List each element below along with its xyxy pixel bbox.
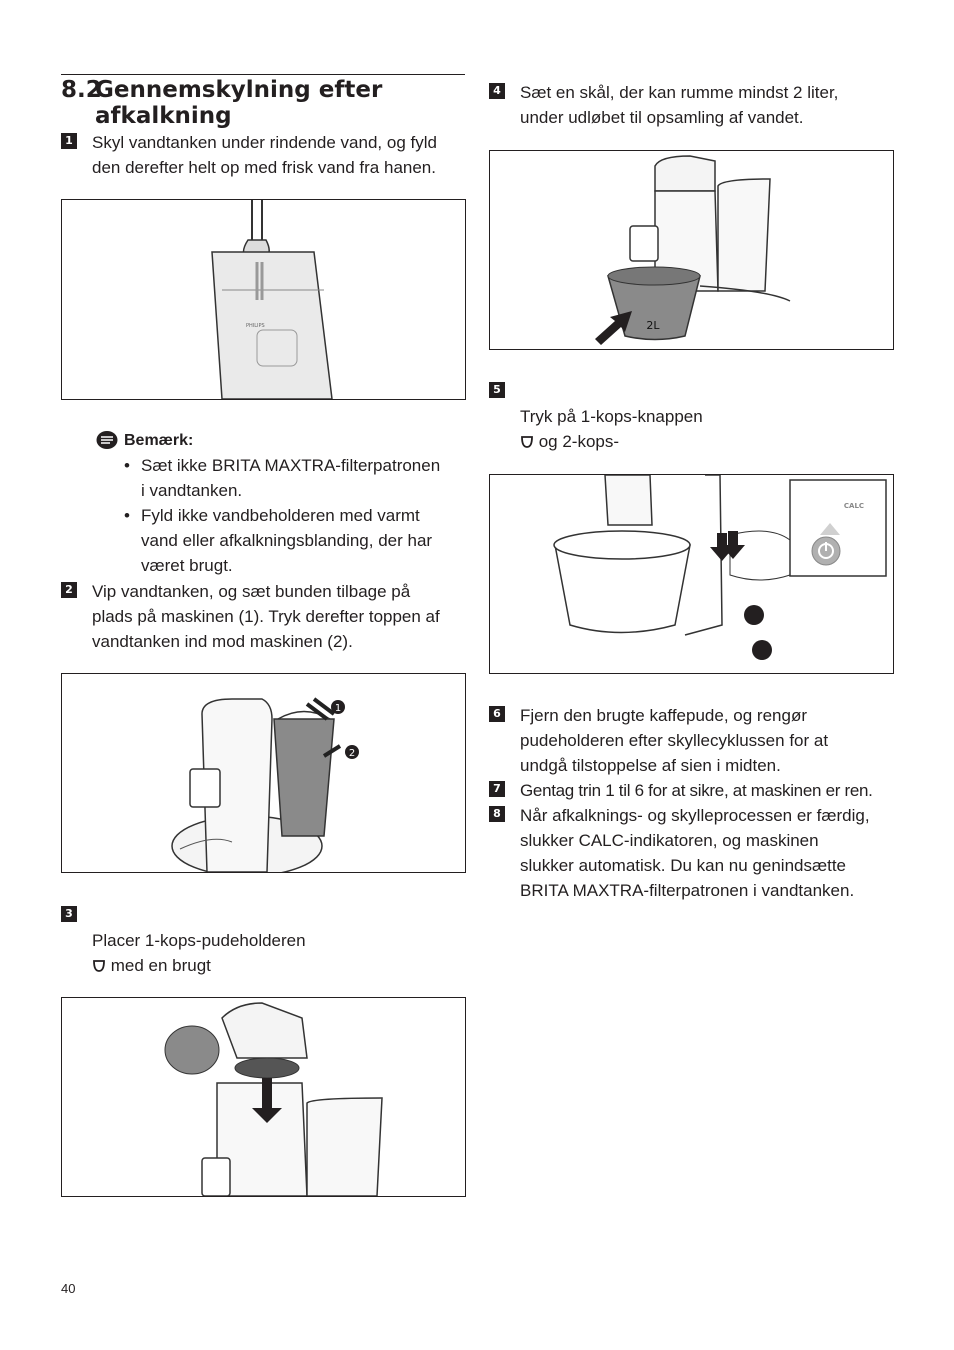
step-3-text-a: Placer 1-kops-pudeholderen [92, 931, 306, 950]
step-number: 4 [489, 83, 505, 99]
step-text: Sæt en skål, der kan rumme mindst 2 liter, under udløbet til opsamling af vandet. [520, 83, 839, 127]
note-list [96, 453, 476, 578]
step-5-text-a: Tryk på 1-kops-knappen [520, 407, 703, 426]
figure-rinse-tank [61, 199, 466, 400]
step-5-text-b: og 2-kops- [534, 432, 620, 451]
figure-bowl-under-spout [489, 150, 894, 350]
step-text: Når afkalknings- og skylleprocessen er færdig, slukker CALC-indikatoren, og maskinen slukker automatisk. Du kan nu genindsætte BRITA MAXTRA-filterpatronen i vandtanken. [520, 806, 870, 900]
figure-replace-tank [61, 673, 466, 873]
section-rule [61, 74, 465, 75]
one-cup-icon [520, 435, 534, 449]
fig5-calc-label: CALC [843, 502, 865, 510]
note-item-text: Fyld ikke vandbeholderen med varmt vand eller afkalkningsblanding, der har været brugt. [141, 506, 433, 575]
step-number: 3 [61, 906, 77, 922]
step-text: Gentag trin 1 til 6 for at sikre, at maskinen er ren. [520, 781, 873, 800]
fig2-callout-1: 1 [334, 703, 342, 714]
section-title-line2: afkalkning [95, 103, 232, 129]
section-title-line1: Gennemskylning efter [95, 77, 383, 103]
step-number: 1 [61, 133, 77, 149]
fig2-callout-2: 2 [348, 748, 356, 759]
step-3-text-b: med en brugt [106, 956, 211, 975]
fig1-brand-label: PHILIPS [246, 323, 265, 329]
step-text: Skyl vandtanken under rindende vand, og fyld den derefter helt op med frisk vand fra hanen. [92, 133, 437, 177]
step-number: 6 [489, 706, 505, 722]
note-heading-text: Bemærk: [124, 432, 194, 449]
step-text: Vip vandtanken, og sæt bunden tilbage på plads på maskinen (1). Tryk derefter toppen af vandtanken ind mod maskinen (2). [92, 582, 440, 651]
step-number: 5 [489, 382, 505, 398]
step-text: Fjern den brugte kaffepude, og rengør pudeholderen efter skyllecyklussen for at undgå tilstoppelse af sien i midten. [520, 706, 829, 775]
fig4-bowl-label: 2L [646, 319, 660, 332]
section-title [61, 77, 471, 129]
note-box [96, 428, 476, 578]
step-number: 2 [61, 582, 77, 598]
note-item: • Fyld ikke vandbeholderen med varmt vand eller afkalkningsblanding, der har været brugt. [124, 506, 433, 575]
step-number: 8 [489, 806, 505, 822]
note-item: • Sæt ikke BRITA MAXTRA-filterpatronen i vandtanken. [124, 456, 441, 500]
figure-pod-holder [61, 997, 466, 1197]
figure-press-buttons [489, 474, 894, 674]
page-number: 40 [61, 1281, 76, 1296]
note-item-text: Sæt ikke BRITA MAXTRA-filterpatronen i vandtanken. [141, 456, 441, 500]
note-heading [96, 428, 476, 453]
step-number: 7 [489, 781, 505, 797]
note-icon [96, 431, 118, 450]
one-cup-icon [92, 959, 106, 973]
section-number: 8.2 [61, 77, 102, 103]
